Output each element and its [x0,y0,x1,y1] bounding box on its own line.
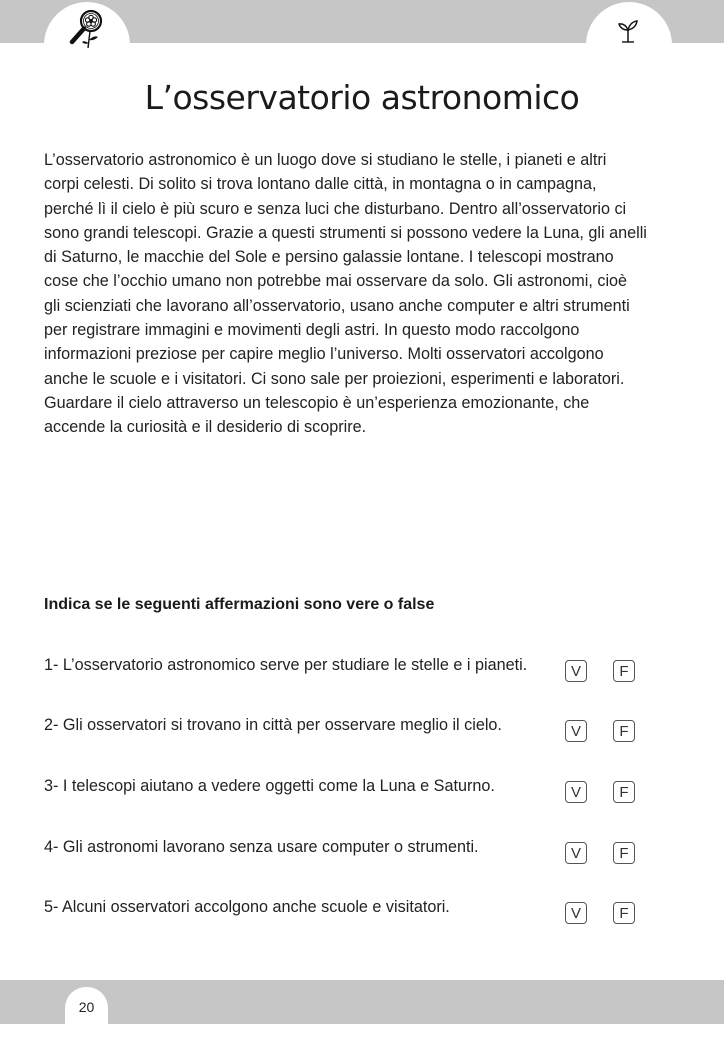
passage-line: di Saturno, le macchie del Sole e persino galassie lontane. I telescopi mostrano [44,248,614,267]
false-checkbox[interactable]: F [613,781,635,803]
question-item [44,777,684,803]
page-number: 20 [65,987,108,1037]
true-checkbox[interactable]: V [565,660,587,682]
true-checkbox[interactable]: V [565,902,587,924]
passage-line: accende la curiosità e il desiderio di scoprire. [44,418,367,437]
passage-line: anche le scuole e i visitatori. Ci sono sale per proiezioni, esperimenti e laboratori. [44,369,625,388]
passage-line: sono grandi telescopi. Grazie a questi strumenti si possono vedere la Luna, gli anelli [44,223,647,242]
true-checkbox[interactable]: V [565,842,587,864]
passage-line: Guardare il cielo attraverso un telescopio è un’esperienza emozionante, che [44,393,590,412]
magnifier-flower-icon [66,8,106,50]
passage-line: corpi celesti. Di solito si trova lontano dalle città, in montagna o in campagna, [44,175,597,194]
question-item [44,898,684,924]
true-checkbox[interactable]: V [565,720,587,742]
sprout-icon [617,18,639,44]
question-item [44,716,684,742]
question-text: 4- Gli astronomi lavorano senza usare computer o strumenti. [44,838,479,856]
passage-line: perché lì il cielo è più scuro e senza luci che disturbano. Dentro all’osservatorio ci [44,199,627,218]
question-item [44,838,684,864]
false-checkbox[interactable]: F [613,660,635,682]
question-text: 1- L’osservatorio astronomico serve per studiare le stelle e i pianeti. [44,656,528,674]
footer-band [0,980,724,1024]
passage-line: gli scienziati che lavorano all’osservatorio, usano anche computer e altri strumenti [44,296,630,315]
false-checkbox[interactable]: F [613,720,635,742]
page-title: L’osservatorio astronomico [144,78,580,117]
passage-line: L’osservatorio astronomico è un luogo dove si studiano le stelle, i pianeti e altri [44,151,607,169]
question-item [44,656,684,682]
passage-line: informazioni preziose per capire meglio l’universo. Molti osservatori accolgono [44,345,604,364]
false-checkbox[interactable]: F [613,842,635,864]
question-text: 3- I telescopi aiutano a vedere oggetti come la Luna e Saturno. [44,777,495,795]
question-text: 2- Gli osservatori si trovano in città per osservare meglio il cielo. [44,716,502,734]
passage-line: cose che l’occhio umano non potrebbe mai osservare da solo. Gli astronomi, cioè [44,272,628,291]
question-text: 5- Alcuni osservatori accolgono anche scuole e visitatori. [44,898,450,916]
reading-passage [44,148,684,440]
exercise-instructions: Indica se le seguenti affermazioni sono vere o false [44,596,435,613]
false-checkbox[interactable]: F [613,902,635,924]
true-checkbox[interactable]: V [565,781,587,803]
passage-line: per registrare immagini e movimenti degli astri. In questo modo raccolgono [44,321,580,340]
